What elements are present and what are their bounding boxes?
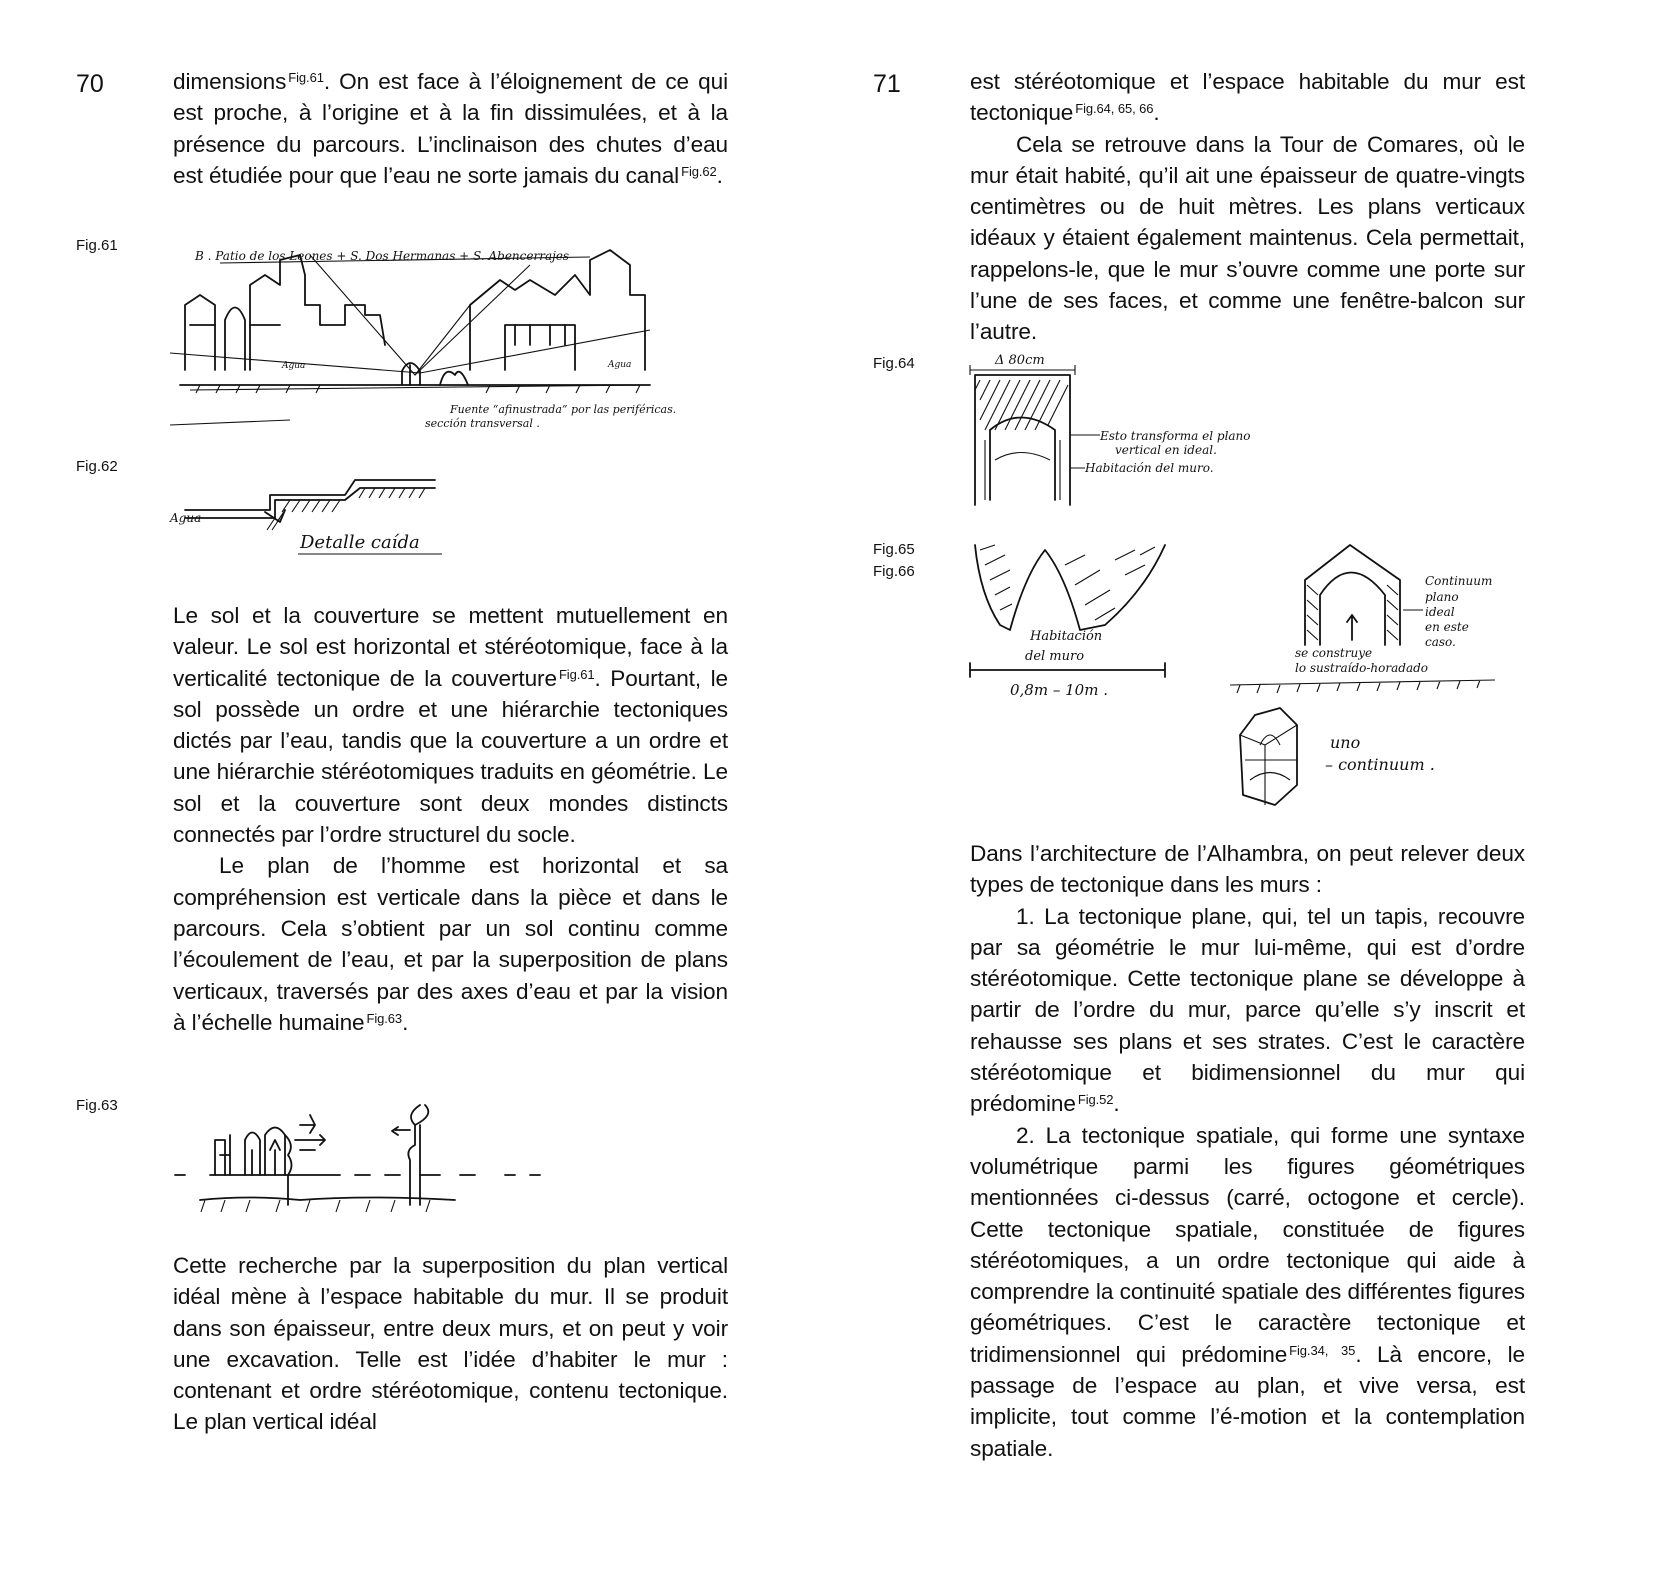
fig64-note-2: vertical en ideal. <box>1115 443 1217 457</box>
right-text-block-2 <box>970 838 1525 1464</box>
figure-reference[interactable]: Fig.63 <box>366 1010 403 1026</box>
fig63-sketch <box>170 1095 550 1230</box>
fig61-label: Fig.61 <box>76 237 118 254</box>
fig66-side-3: ideal <box>1425 605 1455 619</box>
fig64-sketch <box>965 350 1305 515</box>
fig65-sketch <box>965 535 1175 715</box>
fig62-water: Agua <box>170 511 202 525</box>
text: . <box>716 162 723 188</box>
fig64-note-3: Habitación del muro. <box>1085 461 1214 475</box>
figure-reference[interactable]: Fig.64, 65, 66 <box>1075 101 1154 117</box>
fig62-caption: Detalle caída <box>300 532 420 553</box>
fig66-uno-sketch <box>1225 700 1485 825</box>
left-text-block-2 <box>173 600 728 1038</box>
figure-reference[interactable]: Fig.61 <box>558 666 595 682</box>
text: Le plan de l’homme est horizontal et sa compréhension est verticale dans la pièce et dans le parcours. Cela s’obtient par un sol continu comme l’écoulement de l’eau, et par la superposition de plans verticaux, traversés par des axes d’eau et par la vision à l’échelle humaine <box>173 853 728 1035</box>
paragraph <box>970 1120 1525 1464</box>
fig66-bottom-1: se construye <box>1295 646 1373 660</box>
text: . Là encore, le passage de l’espace au plan, et vive versa, est implicite, tout comme l’é-motion et la contemplation spatiale. <box>970 1341 1525 1461</box>
figure-reference[interactable]: Fig.34, 35 <box>1289 1342 1356 1358</box>
figure-reference[interactable]: Fig.62 <box>681 163 717 179</box>
fig66-side-1: Continuum <box>1425 574 1493 588</box>
text: . <box>1153 100 1160 126</box>
paragraph <box>970 66 1525 129</box>
text: . <box>402 1009 409 1035</box>
fig62-sketch <box>170 470 470 575</box>
fig66-bottom-2: lo sustraído-horadado <box>1295 661 1429 675</box>
fig66-sketch <box>1225 535 1515 700</box>
fig66-uno-1: uno <box>1330 733 1361 752</box>
fig61-title: B . Patio de los Leones + S. Dos Hermanas + S. Abencerrajes <box>195 249 570 263</box>
text: . Pourtant, le sol possède un ordre et une hiérarchie tectoniques dictés par l’eau, tandis que la couverture a un ordre et une hiérarchie stéréotomiques traduits en géométrie. Le sol et la couverture sont deux mondes distincts connectés par l’ordre structurel du socle. <box>173 665 728 848</box>
fig61-sketch <box>170 235 690 440</box>
paragraph <box>970 901 1525 1120</box>
fig61-note-1: Fuente “afinustrada” por las periféricas. <box>450 403 677 416</box>
left-text-block-1 <box>173 66 728 191</box>
paragraph <box>173 66 728 191</box>
page-number-left: 70 <box>76 70 104 98</box>
figure-reference[interactable]: Fig.61 <box>288 70 324 85</box>
text: dimensions <box>173 69 287 94</box>
fig64-label: Fig.64 <box>873 355 915 372</box>
paragraph <box>173 1250 728 1438</box>
fig66-uno-2: – continuum . <box>1325 755 1435 774</box>
paragraph <box>970 838 1525 901</box>
fig61-water-right: Agua <box>608 360 632 370</box>
fig63-label: Fig.63 <box>76 1097 118 1114</box>
fig65-dim: 0,8m – 10m . <box>1010 681 1108 699</box>
page-number-right: 71 <box>873 70 901 98</box>
fig66-label: Fig.66 <box>873 563 915 580</box>
fig64-dim: Δ 80cm <box>995 353 1045 368</box>
fig65-label: Fig.65 <box>873 541 915 558</box>
fig65-note-1: Habitación <box>1030 629 1103 644</box>
paragraph <box>173 850 728 1038</box>
text: . <box>1113 1091 1120 1117</box>
text: . On est face à l’éloignement de ce qui est proche, à l’origine et à la fin dissimulées, et à la présence du parcours. L’inclinaison des chutes d’eau est étudiée pour que l’eau ne sorte jamais du canal <box>173 69 728 188</box>
fig64-note-1: Esto transforma el plano <box>1100 429 1251 443</box>
fig61-note-2: sección transversal . <box>425 417 540 430</box>
fig65-note-2: del muro <box>1025 649 1085 664</box>
fig66-side-4: en este <box>1425 620 1469 634</box>
fig62-label: Fig.62 <box>76 458 118 475</box>
paragraph <box>173 600 728 850</box>
paragraph <box>970 129 1525 348</box>
figure-reference[interactable]: Fig.52 <box>1077 1092 1114 1108</box>
text: 2. La tectonique spatiale, qui forme une syntaxe volumétrique parmi les figures géométriques mentionnées ci-dessus (carré, octogone et cercle). Cette tectonique spatiale, constituée de figures stéréotomiques, a un ordre tectonique qui aide à comprendre la continuité spatiale des différentes figures géométriques. C’est le caractère tectonique et tridimensionnel qui prédomine <box>970 1122 1525 1367</box>
text: Dans l’architecture de l’Alhambra, on peut relever deux types de tectonique dans les murs : <box>970 841 1525 898</box>
text: Le sol et la couverture se mettent mutuellement en valeur. Le sol est horizontal et stéréotomique, face à la verticalité tectonique de la couverture <box>173 603 728 691</box>
text: est stéréotomique et l’espace habitable du mur est tectonique <box>970 69 1525 126</box>
text: Cela se retrouve dans la Tour de Comares, où le mur était habité, qu’il ait une épaisseur de quatre-vingts centimètres ou de huit mètres. Les plans verticaux idéaux y étaient également maintenus. Cela permettait, rappelons-le, que le mur s’ouvre comme une porte sur l’une de ses faces, et comme une fenêtre-balcon sur l’autre. <box>970 131 1525 345</box>
fig66-side-5: caso. <box>1425 635 1456 649</box>
left-text-block-3 <box>173 1250 728 1438</box>
fig66-side-2: plano <box>1425 590 1459 604</box>
right-text-block-1 <box>970 66 1525 348</box>
text: Cette recherche par la superposition du plan vertical idéal mène à l’espace habitable du mur. Il se produit dans son épaisseur, entre deux murs, et on peut y voir une excavation. Telle est l’idée d’habiter le mur : contenant et ordre stéréotomique, contenu tectonique. Le plan vertical idéal <box>173 1253 728 1435</box>
text: 1. La tectonique plane, qui, tel un tapis, recouvre par sa géométrie le mur lui-même, qui est d’ordre stéréotomique. Cette tectonique plane se développe à partir de l’ordre du mur, parce qu’elle s’y inscrit et rehausse ses plans et ses strates. C’est le caractère stéréotomique et bidimensionnel du mur qui prédomine <box>970 903 1525 1117</box>
fig61-water-left: Agua <box>282 361 306 371</box>
